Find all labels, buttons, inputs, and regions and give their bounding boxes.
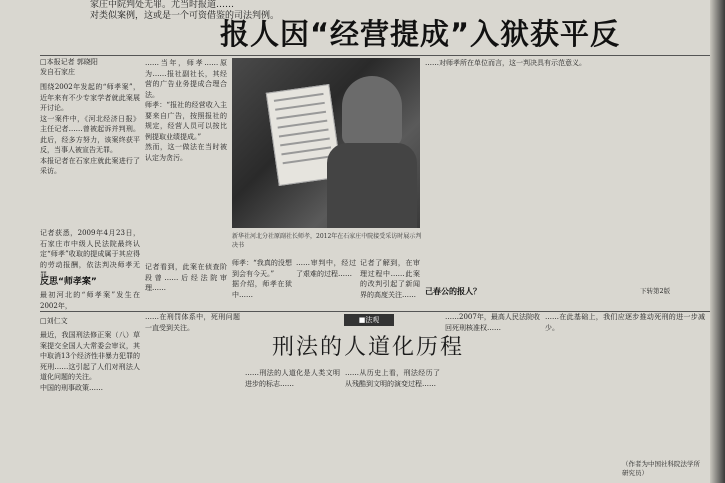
article2-col3: ……刑法的人道化是人类文明进步的标志…… xyxy=(245,369,340,388)
article1-col4: ……审判中，经过了艰难的过程…… xyxy=(296,259,356,278)
article1-col6: ……对师孝所在单位而言，这一判决具有示范意义。 xyxy=(425,59,586,67)
subhead-reflection: 反思“师孝案” xyxy=(40,277,97,287)
rule-top xyxy=(40,55,710,56)
article1-col2: ……当年，师孝……原为……报社副社长，其经营的广告业务提成合理合法。 师孝：“报社的经营收入主要来自广告，按照报社的规定，经营人员可以按比例提取业绩提成。” 然而，这一做法在当时被认定为贪污。 xyxy=(145,59,227,162)
author-2: □刘仁文 xyxy=(40,317,68,325)
person-head xyxy=(342,76,402,146)
subhead-2: 己春公的报人？ xyxy=(425,287,481,296)
article2-col1: 最近，我国刑法修正案（八）草案提交全国人大常委会审议，其中取消13个经济性非暴力犯罪的死刑……这引起了人们对刑法人道化问题的关注。 中国的刑事政策…… xyxy=(40,331,140,392)
top-line-2: 对类似案例，这或是一个可资借鉴的司法判例。 xyxy=(90,11,280,21)
news-photo xyxy=(232,58,420,228)
article1-col5: 记者了解到，在审理过程中……此案的改判引起了新闻界的高度关注…… xyxy=(360,259,420,299)
section-tag: ■法观 xyxy=(344,314,394,326)
headline-2: 刑法的人道化历程 xyxy=(271,335,464,360)
author-note: （作者为中国社科院法学所研究员） xyxy=(622,460,700,477)
article2-col4: ……从历史上看，刑法经历了从残酷到文明的演变过程…… xyxy=(345,369,440,388)
article1-col1c: 最初河北的“师孝案”发生在2002年， xyxy=(40,291,140,310)
article2-col5: ……2007年，最高人民法院收回死刑核准权…… xyxy=(445,313,540,332)
article1-col2b: 记者看到，此案在侦查阶段曾……后经法院审理…… xyxy=(145,263,227,292)
article1-col3: 师孝：“我真的没想到会有今天。” 据介绍，师孝在狱中…… xyxy=(232,259,292,299)
byline: □本报记者 郭晓阳 发自石家庄 xyxy=(40,58,98,76)
article2-col2: ……在刑罚体系中，死刑问题一直受到关注。 xyxy=(145,313,240,332)
person-body xyxy=(327,143,417,228)
headline-1: 报人因“经营提成”入狱获平反 xyxy=(219,17,621,51)
photo-caption: 新华社河北分社原副社长师孝，2012年在石家庄中院接受采访时展示判决书 xyxy=(232,233,422,249)
top-line-1: 家庄中院判处无罪。尤当时报道…… xyxy=(90,0,235,10)
article1-col1b: 记者获悉，2009年4月23日，石家庄市中级人民法院最终认定“师孝”收取的提成属于其应得的劳动报酬，依法判决师孝无罪。 xyxy=(40,229,140,279)
article1-col1: 围绕2002年发起的“师孝案”，近年来有不少专家学者就此案展开讨论。 这一案件中，《河北经济日报》主任记者……曾被起诉并判刑。此后，经多方努力，该案终获平反，当事人被宣告无罪。 本报记者在石家庄就此案进行了采访。 xyxy=(40,83,140,175)
article2-col6: ……在此基础上，我们应逐步推动死刑的进一步减少。 xyxy=(545,313,705,332)
page-edge-shadow xyxy=(710,0,725,483)
continued-next-page: 下转第2版 xyxy=(640,287,671,295)
